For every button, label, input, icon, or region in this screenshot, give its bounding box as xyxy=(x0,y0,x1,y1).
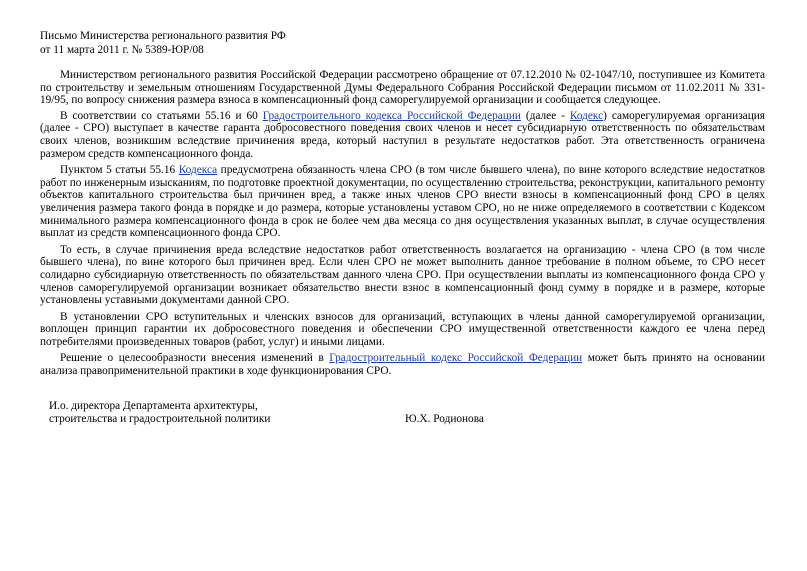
paragraph-6-text-a: Решение о целесообразности внесения изменений в xyxy=(60,352,330,365)
paragraph-2-text-a: В соответствии со статьями 55.16 и 60 xyxy=(60,109,263,122)
paragraph-6-text-b: может быть принято на основании анализа правоприменительной практики в ходе функционирования СРО. xyxy=(40,352,766,378)
paragraph-3-text-b: предусмотрена обязанность члена СРО (в том числе бывшего члена), по вине которого вследствие недостатков работ по инженерным изысканиям, по подготовке проектной документации, по осуществлению строительства, реконструкции, капитального ремонту объектов капитального строительства был причинен вред, а также иных членов СРО внести взносы в компенсационный фонд СРО в целях увеличения размера такого фонда в порядке и до размера, которые установлены уставом СРО, но не ниже определяемого в соответствии с Кодексом минимального размера компенсационного фонда в срок не более чем два месяца со дня осуществления указанных выплат, в случае осуществления выплат из средств компенсационного фонда СРО. xyxy=(40,164,765,240)
signature-position xyxy=(40,400,369,427)
paragraph-2-text-b: (далее - xyxy=(520,109,570,122)
paragraph-3-text-a: Пунктом 5 статьи 55.16 xyxy=(60,164,179,177)
paragraph-2 xyxy=(40,110,765,160)
link-gradostroitelny-kodeks-2[interactable]: Градостроительный кодекс Российской Федерации xyxy=(329,352,583,365)
paragraph-6 xyxy=(40,352,765,377)
document-title xyxy=(40,30,767,57)
signature-block xyxy=(40,400,767,427)
signature-line-2: строительства и градостроительной политики xyxy=(49,413,271,426)
paragraph-1: Министерством регионального развития Российской Федерации рассмотрено обращение от 07.12.2010 № 02-1047/10, поступившее из Комитета по строительству и земельным отношениям Государственной Думы Федерального Собрания Российской Федерации письмом от 11.02.2011 № 331-19/95, по вопросу снижения размера взноса в компенсационный фонд саморегулируемой организации и сообщается следующее. xyxy=(40,69,765,107)
signature-name: Ю.Х. Родионова xyxy=(405,413,484,426)
link-gradostroitelny-kodeks[interactable]: Градостроительного кодекса Российской Федерации xyxy=(262,109,521,122)
paragraph-5: В установлении СРО вступительных и членских взносов для организаций, вступающих в члены данной саморегулируемой организации, воплощен принцип гарантии их добросовестного поведения и обеспечении СРО имущественной ответственности каждого ее члена перед потребителями произведенных товаров (работ, услуг) и иными лицами. xyxy=(40,310,765,348)
signature-line-1: И.о. директора Департамента архитектуры, xyxy=(49,399,258,412)
link-kodeksa[interactable]: Кодекса xyxy=(178,164,218,177)
paragraph-3 xyxy=(40,164,765,240)
paragraph-4: То есть, в случае причинения вреда вследствие недостатков работ ответственность возлагается на организацию - члена СРО (в том числе бывшего члена), по вине которого был причинен вред. Если член СРО не может выполнить данное требование в полном объеме, то СРО несет солидарно субсидиарную ответственность по обязательствам данного члена СРО. При осуществлении выплаты из компенсационного фонда СРО у членов саморегулируемой организации возникает обязательство внести взнос в компенсационный фонд сумму в порядке и в размере, которые установлены уставными документами данной СРО. xyxy=(40,243,765,307)
title-line-2: от 11 марта 2011 г. № 5389-ЮР/08 xyxy=(40,43,204,56)
paragraph-2-text-c: ) саморегулируемая организация (далее - СРО) выступает в качестве гаранта добросовестного поведения своих членов и несет субсидиарную ответственность по обязательствам своих членов, возникшим вследствие причинения вреда, который наступил в результате недостатков работ. Эта ответственность ограничена размером средств компенсационного фонда. xyxy=(40,109,765,160)
link-kodeks[interactable]: Кодекс xyxy=(569,109,604,122)
title-line-1: Письмо Министерства регионального развития РФ xyxy=(40,30,286,42)
